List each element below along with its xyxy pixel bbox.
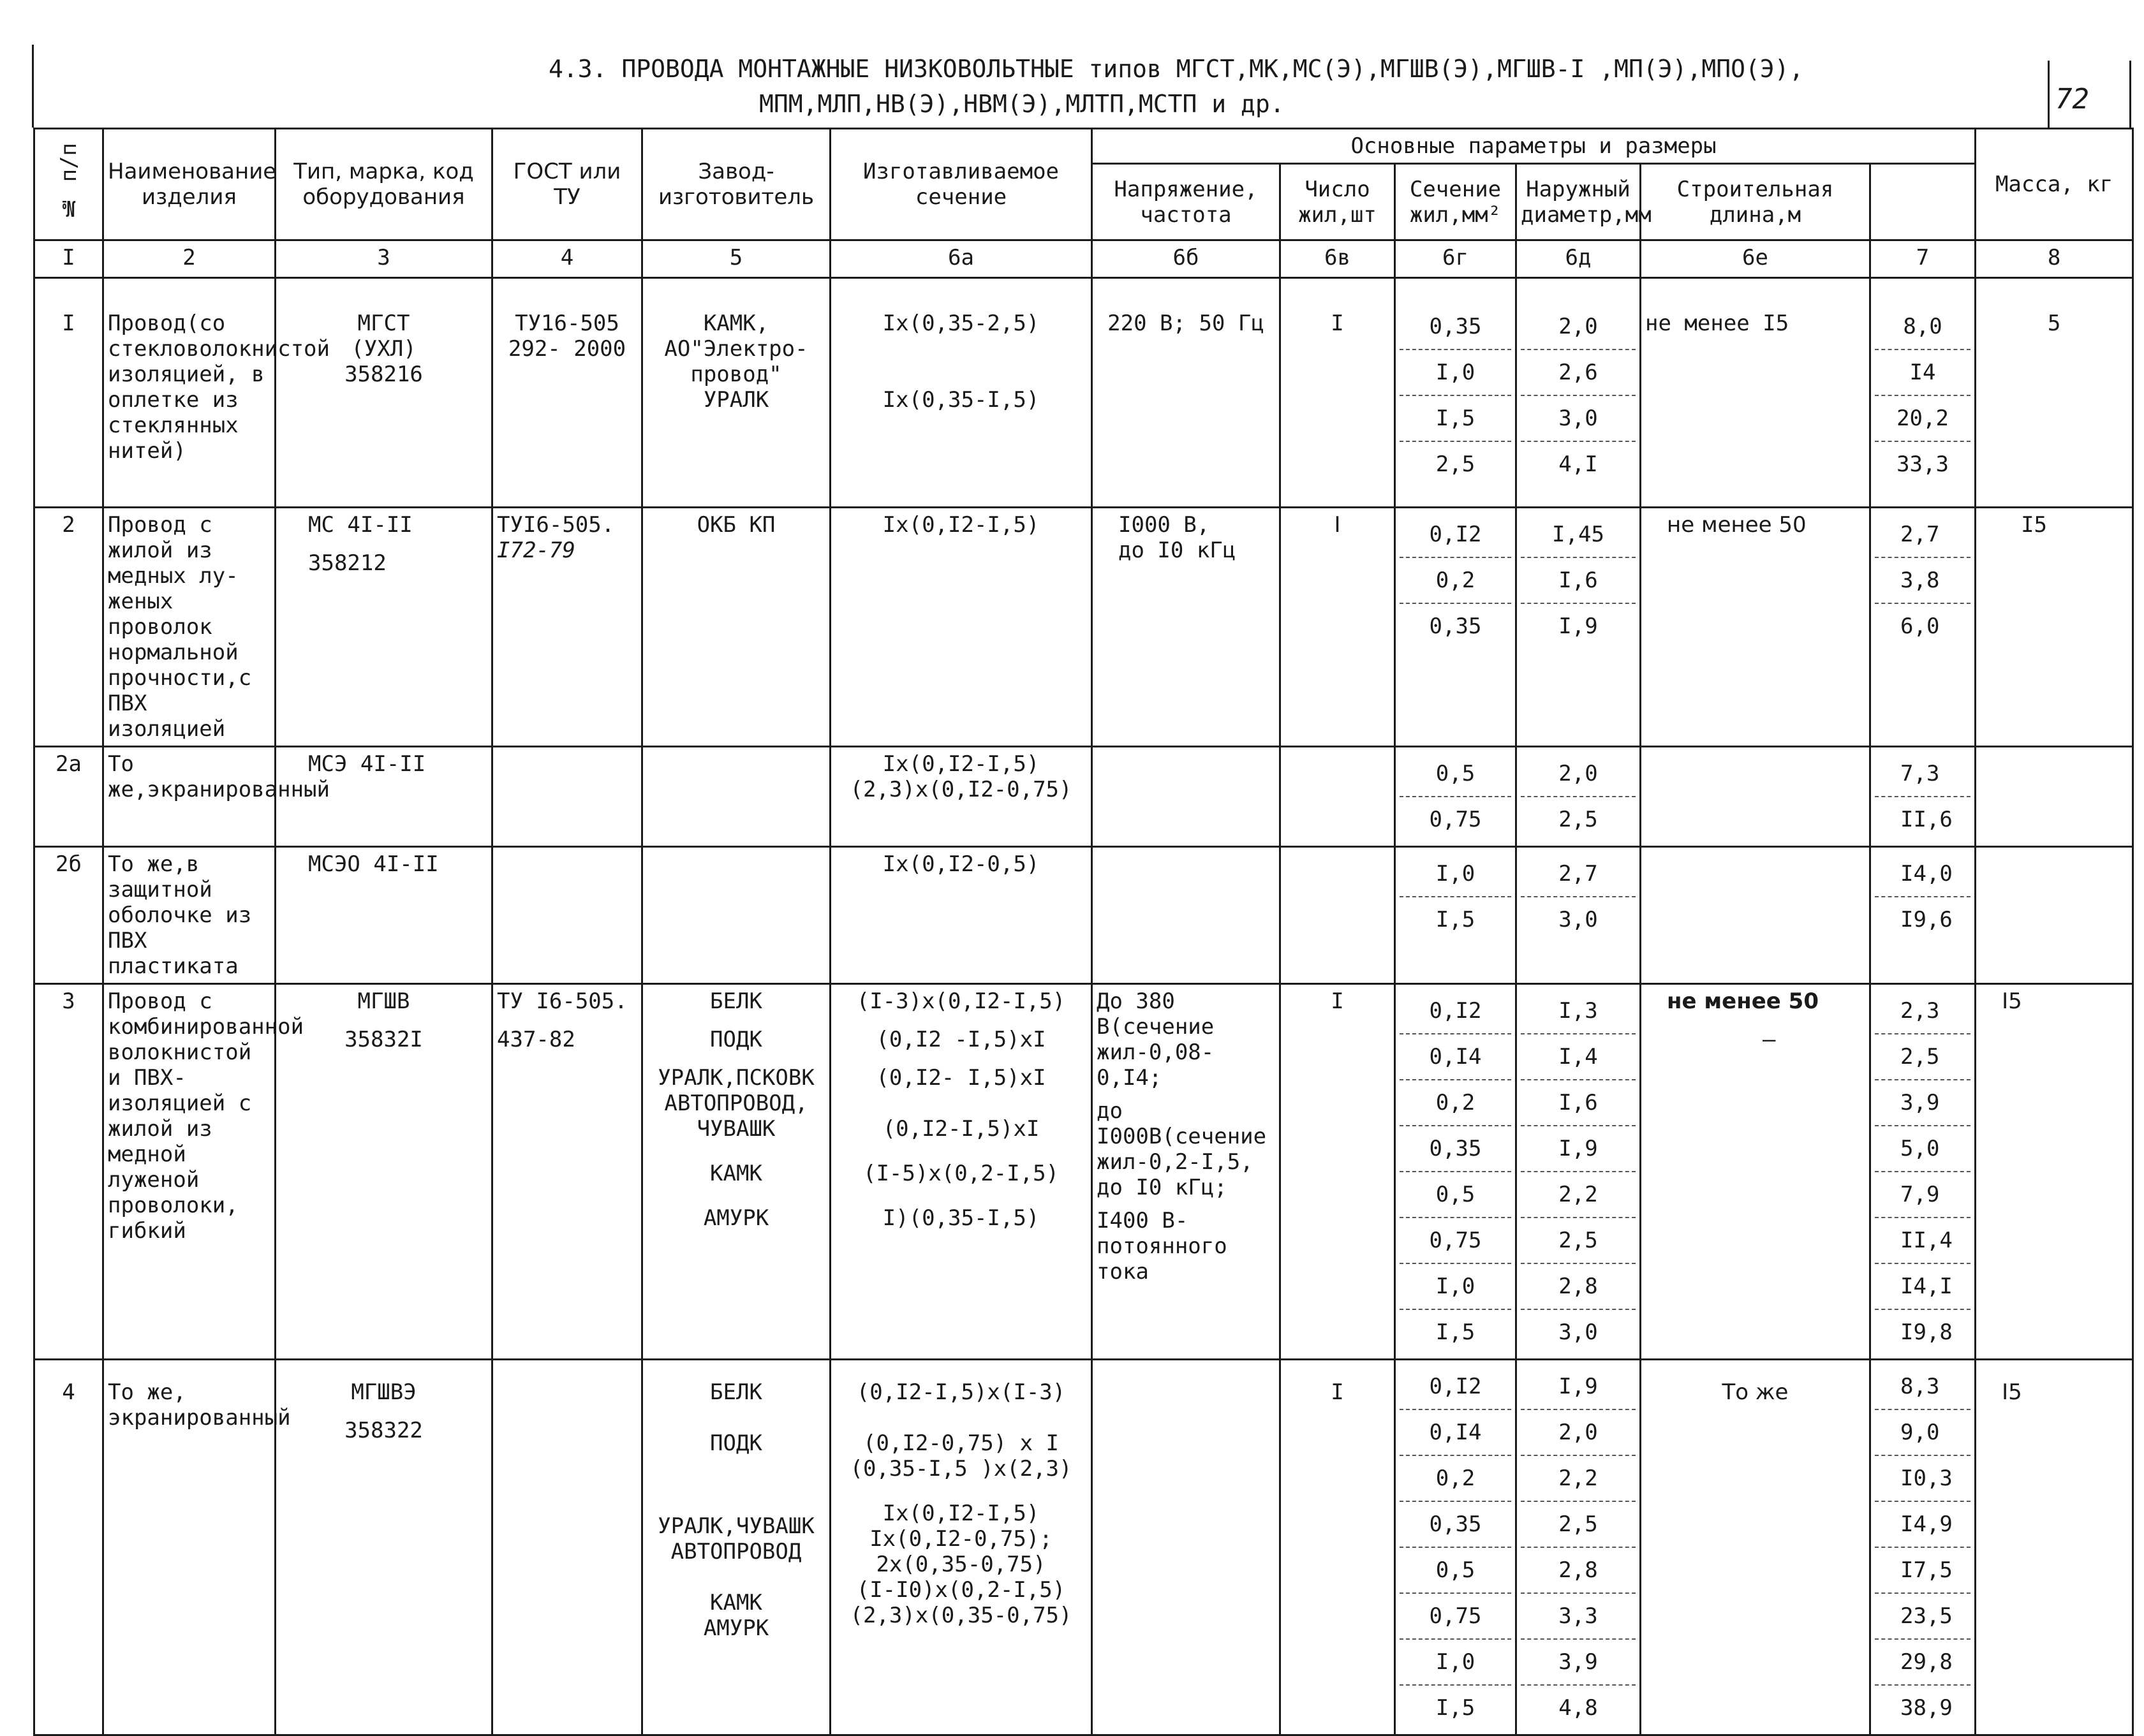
core-sections: 0,35 I,0 I,5 2,5 [1395,278,1516,508]
outer-diameters: I,3 I,4 I,6 I,9 2,2 2,5 2,8 3,0 [1516,984,1641,1360]
header-gost: ГОСТ или ТУ [492,129,642,240]
length [1641,747,1870,847]
wires-table [33,128,2134,1736]
section: Iх(0,I2-0,5) [831,847,1092,984]
product-name: Провод(со стекловолокнистой изоляцией, в оплетке из стеклянных нитей) [103,278,276,508]
section: Iх(0,35-2,5) Iх(0,35-I,5) [831,278,1092,508]
header-length: Строительная длина,м [1641,164,1870,240]
core-sections: 0,I2 0,2 0,35 [1395,508,1516,747]
type-code: МСЭ 4I-II [276,747,492,847]
core-sections: 0,5 0,75 [1395,747,1516,847]
section: (0,I2-I,5)х(I-3) (0,I2-0,75) х I (0,35-I,5 )х(2,3) Iх(0,I2-I,5) Iх(0,I2-0,75); 2х(0,35-0,75) (I-I0)х(0,2-I,5) (2,3)х(0,35-0,75) [831,1360,1092,1735]
core-sections: 0,I2 0,I4 0,2 0,35 0,5 0,75 I,0 I,5 [1395,984,1516,1360]
right-edge-line [2129,61,2131,128]
product-name: То же, экранированный [103,1360,276,1735]
core-sections: 0,I2 0,I4 0,2 0,35 0,5 0,75 I,0 I,5 [1395,1360,1516,1735]
table-row [34,747,2133,847]
manufacturer: БЕЛК ПОДК УРАЛК,ЧУВАШК АВТОПРОВОД КАМК АМУРК [642,1360,831,1735]
gost [492,1360,642,1735]
column-number: 6а [831,240,1092,278]
type-code: МС 4I-II 358212 [276,508,492,747]
cores: I [1280,278,1395,508]
row-number: I [34,278,103,508]
voltage [1092,1360,1280,1735]
core-sections: I,0 I,5 [1395,847,1516,984]
voltage [1092,747,1280,847]
gost [492,747,642,847]
header-section: Изготавливаемое сечение [831,129,1092,240]
length [1641,847,1870,984]
service-life: I5 [1976,984,2133,1360]
row-number: 4 [34,1360,103,1735]
column-number: 5 [642,240,831,278]
masses: I4,0 I9,6 [1870,847,1976,984]
service-life [1976,747,2133,847]
manufacturer: БЕЛК ПОДК УРАЛК,ПСКОВК АВТОПРОВОД, ЧУВАШК КАМК АМУРК [642,984,831,1360]
table-row [34,508,2133,747]
header-maker: Завод- изготовитель [642,129,831,240]
voltage: I000 В, до I0 кГц [1092,508,1280,747]
gost: ТУ16-505 292- 2000 [492,278,642,508]
length: не менее 50 — [1641,984,1870,1360]
column-number: 3 [276,240,492,278]
table-row [34,278,2133,508]
product-name: Провод с комбинированной волокнистой и ПВХ-изоляцией с жилой из медной луженой проволоки, гибкий [103,984,276,1360]
column-number: I [34,240,103,278]
outer-diameters: I,45 I,6 I,9 [1516,508,1641,747]
cores: I [1280,1360,1395,1735]
header-mass: Масса, кг [1976,129,2133,240]
length: То же [1641,1360,1870,1735]
column-number: 8 [1976,240,2133,278]
outer-diameters: I,9 2,0 2,2 2,5 2,8 3,3 3,9 4,8 [1516,1360,1641,1735]
header-type: Тип, марка, код оборудования [276,129,492,240]
cores [1280,747,1395,847]
voltage: 220 В; 50 Гц [1092,278,1280,508]
type-code: МГСТ (УХЛ) 358216 [276,278,492,508]
section: (I-3)х(0,I2-I,5) (0,I2 -I,5)хI (0,I2- I,5)хI (0,I2-I,5)хI (I-5)х(0,2-I,5) I)(0,35-I,5) [831,984,1092,1360]
masses: 7,3 II,6 [1870,747,1976,847]
column-number: 4 [492,240,642,278]
header-core-section: Сечение жил,мм² [1395,164,1516,240]
column-number: 6д [1516,240,1641,278]
column-number: 6б [1092,240,1280,278]
header-row-1 [34,129,2133,164]
column-number: 7 [1870,240,1976,278]
section: Iх(0,I2-I,5) [831,508,1092,747]
voltage [1092,847,1280,984]
page-number: 72 [2055,83,2089,115]
masses: 2,3 2,5 3,9 5,0 7,9 II,4 I4,I I9,8 [1870,984,1976,1360]
service-life: I5 [1976,508,2133,747]
masses: 8,0 I4 20,2 33,3 [1870,278,1976,508]
length: не менее I5 [1641,278,1870,508]
gost: ТУI6-505. I72-79 [492,508,642,747]
type-code: МГШВ 35832I [276,984,492,1360]
outer-diameters: 2,0 2,5 [1516,747,1641,847]
service-life: I5 [1976,1360,2133,1735]
header-voltage: Напряжение, частота [1092,164,1280,240]
length: не менее 50 [1641,508,1870,747]
manufacturer: КАМК, АО"Электро- провод" УРАЛК [642,278,831,508]
row-number: 2 [34,508,103,747]
cores: I [1280,508,1395,747]
header-params-group: Основные параметры и размеры [1092,129,1976,164]
column-number: 6г [1395,240,1516,278]
table-title-line2: МПМ,МЛП,НВ(Э),НВМ(Э),МЛТП,МСТП и др. [759,90,1285,118]
gost [492,847,642,984]
service-life: 5 [1976,278,2133,508]
row-number: 2б [34,847,103,984]
masses: 2,7 3,8 6,0 [1870,508,1976,747]
product-name: Провод с жилой из медных лу-женых проволок нормальной прочности,с ПВХ изоляцией [103,508,276,747]
right-frame-line [2048,61,2050,128]
product-name: То же,экранированный [103,747,276,847]
header-num: № п/п [34,129,103,240]
service-life [1976,847,2133,984]
row-number: 3 [34,984,103,1360]
manufacturer [642,847,831,984]
type-code: МГШВЭ 358322 [276,1360,492,1735]
left-frame-line [32,45,34,128]
outer-diameters: 2,7 3,0 [1516,847,1641,984]
column-number: 2 [103,240,276,278]
table-row [34,984,2133,1360]
table-title-line1: 4.3. ПРОВОДА МОНТАЖНЫЕ НИЗКОВОЛЬТНЫЕ типов МГСТ,МК,МС(Э),МГШВ(Э),МГШВ-I ,МП(Э),МПО(Э), [549,55,1804,83]
column-numbers-row [34,240,2133,278]
column-number: 6в [1280,240,1395,278]
section: Iх(0,I2-I,5) (2,3)х(0,I2-0,75) [831,747,1092,847]
masses: 8,3 9,0 I0,3 I4,9 I7,5 23,5 29,8 38,9 [1870,1360,1976,1735]
column-number: 6е [1641,240,1870,278]
product-name: То же,в защитной оболочке из ПВХ пластиката [103,847,276,984]
voltage: До 380 В(сечение жил-0,08-0,I4; до I000В(сечение жил-0,2-I,5, до I0 кГц; I400 В-потоянного тока [1092,984,1280,1360]
type-code: МСЭО 4I-II [276,847,492,984]
gost: ТУ I6-505. 437-82 [492,984,642,1360]
manufacturer: ОКБ КП [642,508,831,747]
table-row [34,1360,2133,1735]
header-outer-diam: Наружный диаметр,мм [1516,164,1641,240]
header-cores: Число жил,шт [1280,164,1395,240]
row-number: 2а [34,747,103,847]
header-name: Наименование изделия [103,129,276,240]
cores: I [1280,984,1395,1360]
cores [1280,847,1395,984]
manufacturer [642,747,831,847]
outer-diameters: 2,0 2,6 3,0 4,I [1516,278,1641,508]
table-row [34,847,2133,984]
